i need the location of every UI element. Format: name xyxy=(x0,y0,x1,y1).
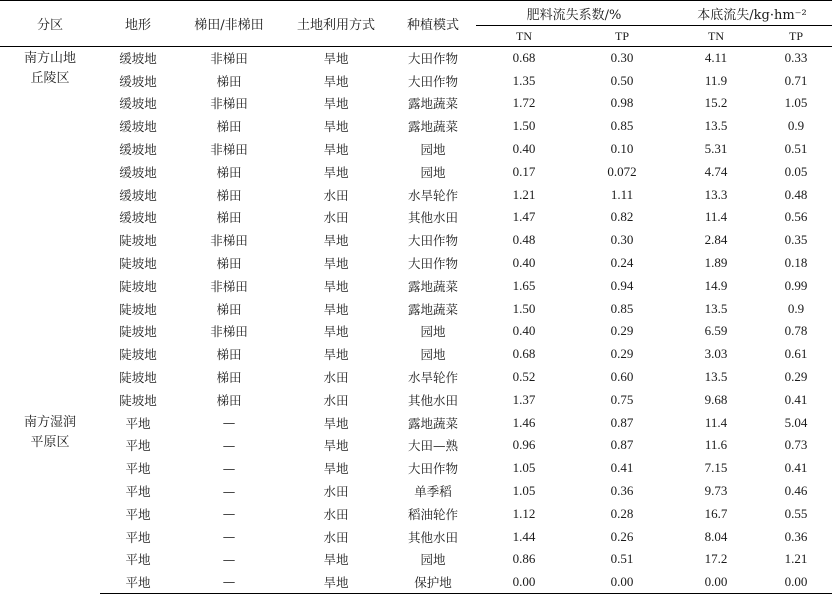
table-row xyxy=(0,457,832,480)
header-terrain: 地形 xyxy=(100,1,176,47)
cell-fert-tn: 1.47 xyxy=(512,209,536,225)
region-line: 丘陵区 xyxy=(30,71,70,86)
cell-fert-tn: 1.72 xyxy=(512,95,536,111)
table-row xyxy=(0,274,832,297)
cell-base-tn: 8.04 xyxy=(704,528,728,544)
cell-fert-tp: 0.82 xyxy=(610,209,634,225)
region-line: 平原区 xyxy=(30,435,70,451)
cell-landuse: 水田 xyxy=(323,484,349,500)
cell-fert-tn: 0.40 xyxy=(512,255,536,271)
cell-terrain: 平地 xyxy=(125,506,151,522)
cell-fert-tp: 0.87 xyxy=(610,414,634,430)
cell-landuse: 水田 xyxy=(323,506,349,522)
region-line: 南方湿润 xyxy=(23,415,76,431)
cell-planting-mode: 大田作物 xyxy=(407,73,458,89)
cell-fert-tn: 0.17 xyxy=(512,163,536,179)
cell-fert-tn: 1.50 xyxy=(512,300,536,316)
cell-base-tp: 5.04 xyxy=(784,414,808,430)
table-body xyxy=(0,47,832,594)
cell-fert-tn: 1.35 xyxy=(512,72,536,88)
cell-fert-tp: 0.85 xyxy=(610,118,634,134)
cell-base-tn: 6.59 xyxy=(704,323,728,339)
cell-fert-tp: 0.41 xyxy=(610,460,634,476)
cell-fert-tp: 0.94 xyxy=(610,277,634,293)
cell-planting-mode: 园地 xyxy=(420,142,446,158)
cell-base-tp: 0.71 xyxy=(784,72,808,88)
cell-landuse: 旱地 xyxy=(323,142,349,158)
cell-planting-mode: 大田作物 xyxy=(407,233,458,249)
cell-planting-mode: 露地蔬菜 xyxy=(407,415,458,431)
cell-fert-tn: 0.68 xyxy=(512,50,536,66)
cell-fert-tp: 0.50 xyxy=(610,72,634,88)
cell-planting-mode: 露地蔬菜 xyxy=(407,278,458,294)
cell-fert-tp: 0.10 xyxy=(610,141,634,157)
cell-planting-mode: 单季稻 xyxy=(414,484,452,500)
cell-fert-tp: 0.072 xyxy=(607,163,637,179)
cell-fert-tp: 0.00 xyxy=(572,571,672,594)
cell-terrain: 平地 xyxy=(125,415,151,431)
header-terrace: 梯田/非梯田 xyxy=(176,1,282,47)
cell-fert-tn: 0.40 xyxy=(512,141,536,157)
cell-terrain: 陡坡地 xyxy=(119,278,157,294)
cell-base-tn: 11.4 xyxy=(704,209,728,225)
cell-landuse: 旱地 xyxy=(282,571,390,594)
cell-terrain: 陡坡地 xyxy=(119,324,157,340)
table-row xyxy=(0,366,832,389)
cell-terrace: 非梯田 xyxy=(210,233,248,249)
cell-terrain: 缓坡地 xyxy=(119,187,157,203)
cell-terrain: 陡坡地 xyxy=(119,392,157,408)
cell-base-tn: 9.73 xyxy=(704,483,728,499)
cell-base-tp: 1.05 xyxy=(784,95,808,111)
cell-terrace: 梯田 xyxy=(216,187,242,203)
cell-base-tn: 13.5 xyxy=(704,369,728,385)
cell-base-tn: 13.3 xyxy=(704,186,728,202)
cell-base-tp: 0.41 xyxy=(784,460,808,476)
cell-fert-tn: 0.00 xyxy=(476,571,572,594)
cell-planting-mode: 大田—熟 xyxy=(407,438,458,454)
cell-fert-tp: 0.30 xyxy=(610,232,634,248)
cell-base-tn: 0.00 xyxy=(672,571,760,594)
header-region: 分区 xyxy=(0,1,100,47)
cell-landuse: 水田 xyxy=(323,392,349,408)
cell-base-tp: 0.35 xyxy=(784,232,808,248)
cell-planting-mode: 园地 xyxy=(420,347,446,363)
cell-terrain: 平地 xyxy=(125,529,151,545)
cell-base-tp: 0.9 xyxy=(787,300,805,316)
cell-terrace: — xyxy=(222,551,236,567)
table-row xyxy=(0,320,832,343)
cell-fert-tn: 1.50 xyxy=(512,118,536,134)
cell-base-tn: 5.31 xyxy=(704,141,728,157)
cell-base-tn: 17.2 xyxy=(704,551,728,567)
region-cell xyxy=(0,411,100,593)
cell-terrain: 陡坡地 xyxy=(119,370,157,386)
table-row xyxy=(0,525,832,548)
cell-base-tp: 0.78 xyxy=(784,323,808,339)
table-row xyxy=(0,571,832,594)
table-row xyxy=(0,138,832,161)
cell-fert-tn: 1.65 xyxy=(512,277,536,293)
table-row xyxy=(0,548,832,571)
region-line: 南方山地 xyxy=(23,51,76,66)
cell-base-tn: 11.6 xyxy=(704,437,728,453)
cell-landuse: 旱地 xyxy=(323,73,349,89)
cell-terrace: 梯田 xyxy=(216,119,242,135)
cell-landuse: 旱地 xyxy=(323,164,349,180)
cell-fert-tn: 0.40 xyxy=(512,323,536,339)
cell-fert-tn: 0.68 xyxy=(512,346,536,362)
cell-terrain: 平地 xyxy=(125,461,151,477)
cell-terrain: 平地 xyxy=(125,438,151,454)
cell-landuse: 旱地 xyxy=(323,96,349,112)
cell-terrain: 平地 xyxy=(100,571,176,594)
cell-landuse: 旱地 xyxy=(323,324,349,340)
cell-terrace: 非梯田 xyxy=(210,324,248,340)
cell-fert-tp: 0.36 xyxy=(610,483,634,499)
cell-base-tp: 0.48 xyxy=(784,186,808,202)
cell-landuse: 旱地 xyxy=(323,415,349,431)
cell-landuse: 水田 xyxy=(323,529,349,545)
cell-terrace: — xyxy=(222,460,236,476)
cell-landuse: 旱地 xyxy=(323,301,349,317)
cell-base-tn: 11.4 xyxy=(704,414,728,430)
cell-terrain: 陡坡地 xyxy=(119,256,157,272)
table-row xyxy=(0,92,832,115)
cell-fert-tp: 0.29 xyxy=(610,346,634,362)
header-planting-mode: 种植模式 xyxy=(390,1,476,47)
cell-terrace: 梯田 xyxy=(216,164,242,180)
cell-base-tp: 0.29 xyxy=(784,369,808,385)
cell-fert-tn: 1.21 xyxy=(512,186,536,202)
cell-landuse: 旱地 xyxy=(323,233,349,249)
cell-terrace: 梯田 xyxy=(216,73,242,89)
cell-terrace: — xyxy=(222,529,236,545)
cell-terrace: — xyxy=(176,571,282,594)
table-row xyxy=(0,388,832,411)
cell-base-tn: 14.9 xyxy=(704,277,728,293)
table-row xyxy=(0,252,832,275)
cell-terrain: 缓坡地 xyxy=(119,96,157,112)
cell-terrain: 平地 xyxy=(125,484,151,500)
header-fert-tn: TN xyxy=(476,26,572,47)
table-row xyxy=(0,206,832,229)
cell-terrace: 梯田 xyxy=(216,301,242,317)
cell-terrace: — xyxy=(222,437,236,453)
cell-planting-mode: 园地 xyxy=(420,324,446,340)
cell-base-tn: 15.2 xyxy=(704,95,728,111)
cell-planting-mode: 其他水田 xyxy=(407,529,458,545)
cell-planting-mode: 大田作物 xyxy=(407,51,458,67)
cell-base-tn: 4.11 xyxy=(704,50,728,66)
cell-terrain: 缓坡地 xyxy=(119,51,157,67)
cell-fert-tp: 0.28 xyxy=(610,505,634,521)
table-row xyxy=(0,229,832,252)
cell-landuse: 旱地 xyxy=(323,278,349,294)
table-row xyxy=(0,297,832,320)
cell-terrace: — xyxy=(222,506,236,522)
cell-terrain: 陡坡地 xyxy=(119,347,157,363)
header-fertilizer-loss-group: 肥料流失系数/% xyxy=(476,1,672,26)
cell-fert-tp: 0.51 xyxy=(610,551,634,567)
cell-base-tn: 2.84 xyxy=(704,232,728,248)
cell-base-tp: 0.05 xyxy=(784,163,808,179)
cell-landuse: 水田 xyxy=(323,210,349,226)
cell-base-tp: 0.46 xyxy=(784,483,808,499)
cell-terrace: 梯田 xyxy=(216,370,242,386)
cell-fert-tp: 0.85 xyxy=(610,300,634,316)
table-row xyxy=(0,69,832,92)
cell-base-tp: 0.73 xyxy=(784,437,808,453)
cell-base-tp: 1.21 xyxy=(784,551,808,567)
cell-landuse: 旱地 xyxy=(323,552,349,568)
cell-base-tp: 0.51 xyxy=(784,141,808,157)
cell-landuse: 旱地 xyxy=(323,438,349,454)
header-fert-tp: TP xyxy=(572,26,672,47)
cell-base-tp: 0.00 xyxy=(760,571,832,594)
cell-planting-mode: 露地蔬菜 xyxy=(407,301,458,317)
table-row xyxy=(0,160,832,183)
cell-fert-tn: 0.48 xyxy=(512,232,536,248)
cell-fert-tp: 0.87 xyxy=(610,437,634,453)
cell-landuse: 水田 xyxy=(323,187,349,203)
cell-fert-tn: 1.46 xyxy=(512,414,536,430)
cell-terrace: 非梯田 xyxy=(210,51,248,67)
table-row xyxy=(0,115,832,138)
cell-terrain: 缓坡地 xyxy=(119,73,157,89)
cell-fert-tn: 1.44 xyxy=(512,528,536,544)
cell-planting-mode: 其他水田 xyxy=(407,392,458,408)
cell-planting-mode: 园地 xyxy=(420,164,446,180)
table-row xyxy=(0,183,832,206)
cell-base-tn: 3.03 xyxy=(704,346,728,362)
cell-fert-tn: 1.05 xyxy=(512,460,536,476)
cell-base-tp: 0.18 xyxy=(784,255,808,271)
cell-terrace: 梯田 xyxy=(216,392,242,408)
cell-planting-mode: 保护地 xyxy=(390,571,476,594)
cell-terrain: 陡坡地 xyxy=(119,301,157,317)
table-row xyxy=(0,434,832,457)
cell-base-tp: 0.55 xyxy=(784,505,808,521)
cell-fert-tn: 0.86 xyxy=(512,551,536,567)
cell-terrace: — xyxy=(222,415,236,431)
cell-fert-tp: 0.75 xyxy=(610,391,634,407)
cell-fert-tp: 0.30 xyxy=(610,50,634,66)
cell-terrain: 缓坡地 xyxy=(119,164,157,180)
cell-base-tp: 0.61 xyxy=(784,346,808,362)
cell-landuse: 旱地 xyxy=(323,119,349,135)
region-cell xyxy=(0,47,100,412)
cell-landuse: 旱地 xyxy=(323,347,349,363)
table-row xyxy=(0,411,832,434)
cell-planting-mode: 露地蔬菜 xyxy=(407,96,458,112)
cell-landuse: 旱地 xyxy=(323,461,349,477)
cell-terrace: — xyxy=(222,483,236,499)
cell-planting-mode: 大田作物 xyxy=(407,256,458,272)
cell-terrace: 梯田 xyxy=(216,256,242,272)
cell-base-tn: 4.74 xyxy=(704,163,728,179)
cell-base-tn: 13.5 xyxy=(704,300,728,316)
table-row xyxy=(0,47,832,70)
cell-base-tn: 16.7 xyxy=(704,505,728,521)
cell-planting-mode: 水旱轮作 xyxy=(407,187,458,203)
cell-base-tn: 1.89 xyxy=(704,255,728,271)
cell-fert-tp: 0.60 xyxy=(610,369,634,385)
cell-terrain: 缓坡地 xyxy=(119,142,157,158)
header-base-tp: TP xyxy=(760,26,832,47)
cell-base-tp: 0.33 xyxy=(784,50,808,66)
cell-base-tp: 0.9 xyxy=(787,118,805,134)
cell-terrace: 非梯田 xyxy=(210,142,248,158)
cell-fert-tp: 0.24 xyxy=(610,255,634,271)
cell-base-tp: 0.99 xyxy=(784,277,808,293)
cell-fert-tn: 1.12 xyxy=(512,505,536,521)
cell-landuse: 旱地 xyxy=(323,51,349,67)
cell-terrace: 非梯田 xyxy=(210,96,248,112)
cell-base-tn: 13.5 xyxy=(704,118,728,134)
cell-terrain: 缓坡地 xyxy=(119,119,157,135)
cell-terrace: 梯田 xyxy=(216,210,242,226)
cell-planting-mode: 其他水田 xyxy=(407,210,458,226)
cell-base-tp: 0.36 xyxy=(784,528,808,544)
cell-planting-mode: 稻油轮作 xyxy=(407,506,458,522)
cell-terrace: 非梯田 xyxy=(210,278,248,294)
cell-base-tn: 9.68 xyxy=(704,391,728,407)
cell-planting-mode: 露地蔬菜 xyxy=(407,119,458,135)
cell-landuse: 水田 xyxy=(323,370,349,386)
cell-terrain: 缓坡地 xyxy=(119,210,157,226)
cell-planting-mode: 水旱轮作 xyxy=(407,370,458,386)
cell-terrain: 陡坡地 xyxy=(119,233,157,249)
cell-fert-tn: 1.37 xyxy=(512,391,536,407)
cell-base-tn: 11.9 xyxy=(704,72,728,88)
cell-terrace: 梯田 xyxy=(216,347,242,363)
cell-terrain: 平地 xyxy=(125,552,151,568)
cell-fert-tp: 0.26 xyxy=(610,528,634,544)
cell-fert-tp: 1.11 xyxy=(610,186,634,202)
cell-fert-tp: 0.98 xyxy=(610,95,634,111)
cell-landuse: 旱地 xyxy=(323,256,349,272)
header-background-loss-group: 本底流失/kg·hm⁻² xyxy=(672,1,832,26)
table-row xyxy=(0,480,832,503)
cell-planting-mode: 大田作物 xyxy=(407,461,458,477)
cell-planting-mode: 园地 xyxy=(420,552,446,568)
header-landuse: 土地利用方式 xyxy=(282,1,390,47)
cell-base-tp: 0.41 xyxy=(784,391,808,407)
cell-fert-tp: 0.29 xyxy=(610,323,634,339)
cell-base-tp: 0.56 xyxy=(784,209,808,225)
cell-base-tn: 7.15 xyxy=(704,460,728,476)
header-base-tn: TN xyxy=(672,26,760,47)
table-row xyxy=(0,502,832,525)
cell-fert-tn: 0.96 xyxy=(512,437,536,453)
cell-fert-tn: 1.05 xyxy=(512,483,536,499)
table-row xyxy=(0,343,832,366)
cell-fert-tn: 0.52 xyxy=(512,369,536,385)
